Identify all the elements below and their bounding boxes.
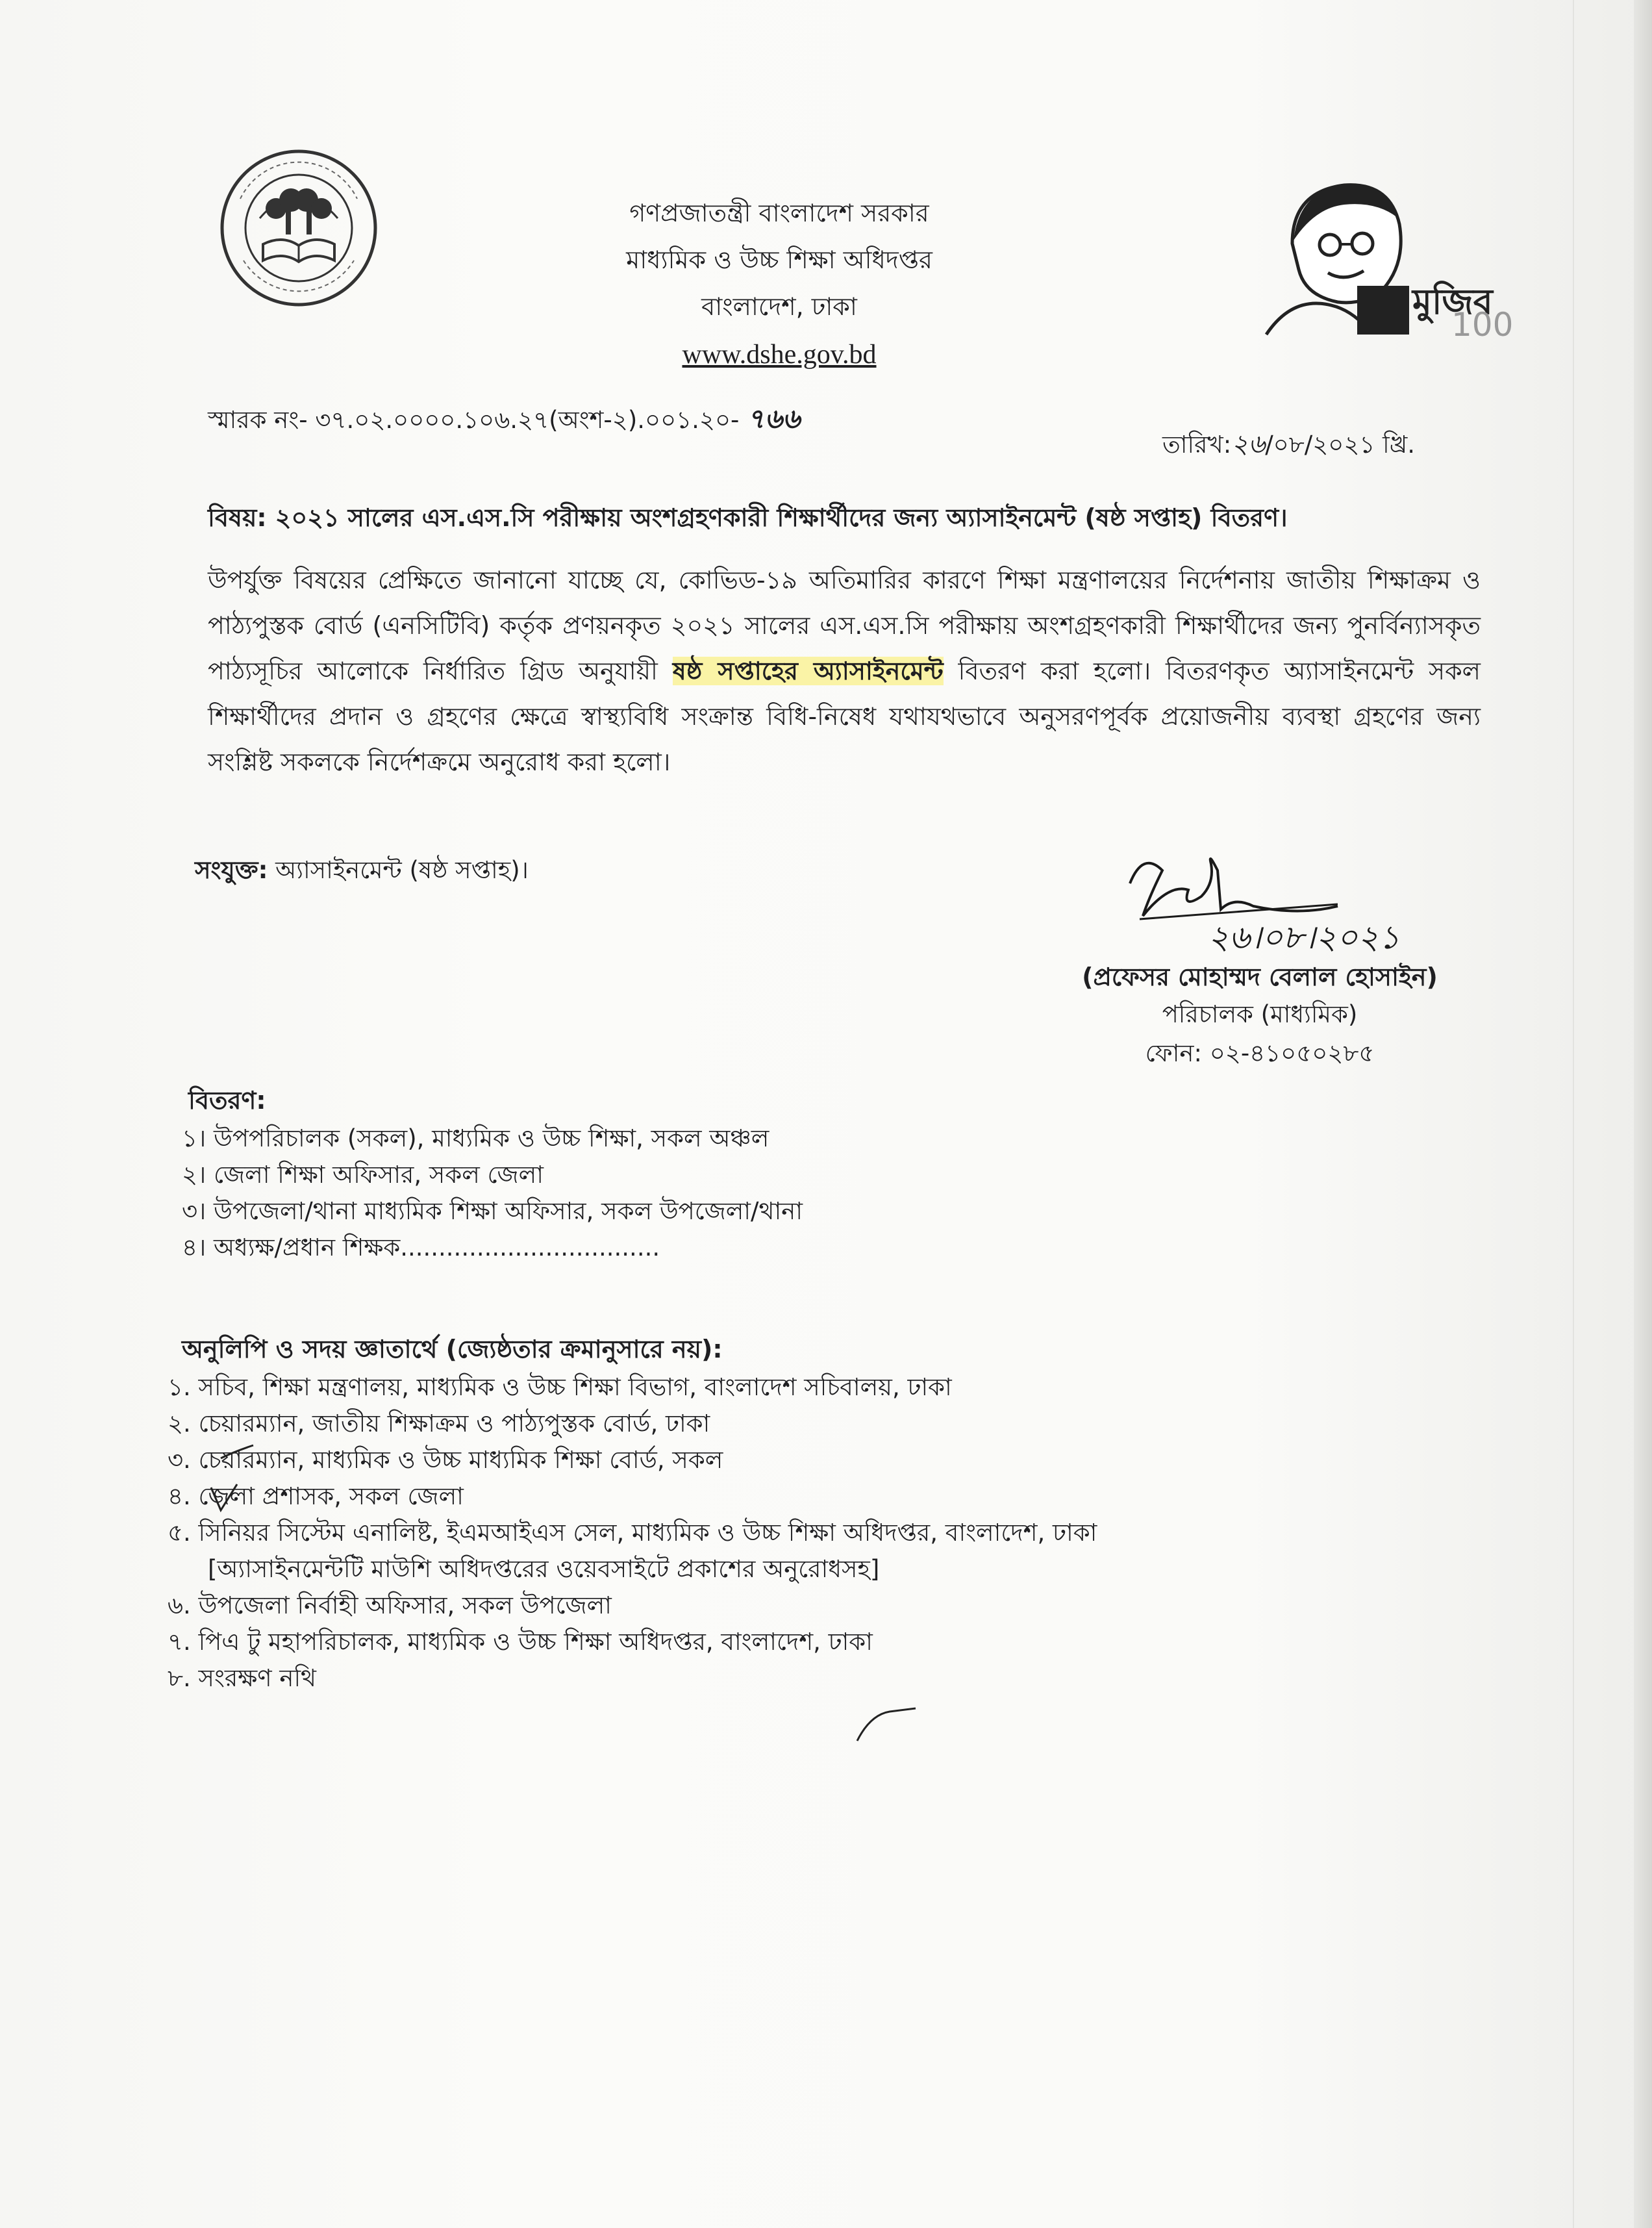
list-item-note: [অ্যাসাইনমেন্টটি মাউশি অধিদপ্তরের ওয়েবসাইটে প্রকাশের অনুরোধসহ] (208, 1555, 880, 1583)
highlighted-text: ষষ্ঠ সপ্তাহের অ্যাসাইনমেন্ট (672, 657, 944, 685)
list-item: ৪. জেলা প্রশাসক, সকল জেলা (168, 1482, 464, 1510)
mujib-logo-text: মুজিব (1412, 281, 1493, 322)
memo-label: স্মারক নং- ৩৭.০২.০০০০.১০৬.২৭(অংশ-২).০০১.২০- (208, 406, 747, 434)
office-header (584, 190, 974, 379)
body-part-1: উপর্যুক্ত বিষয়ের প্রেক্ষিতে জানানো যাচ্ছে যে, কোভিড-১৯ অতিমারির কারণে শিক্ষা মন্ত্রণালয়ের নির্দেশনায় জাতীয় শিক্ষাক্রম ও পাঠ্যপুস্তক বোর্ড (এনসিটিবি) কর্তৃক প্রণয়নকৃত ২০২১ সালের এস.এস.সি পরীক্ষায় অংশগ্রহণকারী শিক্ষার্থীদের জন্য পুনর্বিন্যাসকৃত পাঠ্যসূচির আলোকে নির্ধারিত গ্রিড অনুযায়ী (208, 566, 1481, 685)
list-item: ৭. পিএ টু মহাপরিচালক, মাধ্যমিক ও উচ্চ শিক্ষা অধিদপ্তর, বাংলাদেশ, ঢাকা (168, 1628, 873, 1656)
subject-line: বিষয়: ২০২১ সালের এস.এস.সি পরীক্ষায় অংশগ্রহণকারী শিক্ষার্থীদের জন্য অ্যাসাইনমেন্ট (ষষ্ঠ সপ্তাহ) বিতরণ। (208, 503, 1288, 532)
signatory-name: (প্রফেসর মোহাম্মদ বেলাল হোসাইন) (1082, 963, 1438, 991)
header-line-3: বাংলাদেশ, ঢাকা (701, 292, 857, 321)
attachment-line (195, 851, 529, 892)
list-item: ৪। অধ্যক্ষ/প্রধান শিক্ষক.................................. (182, 1234, 660, 1261)
memo-number (208, 398, 800, 444)
list-item: ৫. সিনিয়র সিস্টেম এনালিষ্ট, ইএমআইএস সেল, মাধ্যমিক ও উচ্চ শিক্ষা অধিদপ্তর, বাংলাদেশ, ঢাকা (168, 1519, 1097, 1547)
svg-text:100: 100 (1451, 306, 1514, 344)
list-item: ২। জেলা শিক্ষা অফিসার, সকল জেলা (182, 1161, 544, 1189)
date-label: তারিখ: (1162, 431, 1232, 459)
list-item: ১. সচিব, শিক্ষা মন্ত্রণালয়, মাধ্যমিক ও উচ্চ শিক্ষা বিভাগ, বাংলাদেশ সচিবালয়, ঢাকা (168, 1373, 952, 1401)
list-item: ৬. উপজেলা নির্বাহী অফিসার, সকল উপজেলা (168, 1591, 612, 1619)
signatory-title: পরিচালক (মাধ্যমিক) (1162, 1000, 1358, 1028)
date-rest: /০৮/২০২১ খ্রি. (1265, 431, 1416, 459)
header-line-1: গণপ্রজাতন্ত্রী বাংলাদেশ সরকার (629, 199, 929, 227)
list-item: ৩। উপজেলা/থানা মাধ্যমিক শিক্ষা অফিসার, সকল উপজেলা/থানা (182, 1197, 803, 1225)
list-item: ৩. চেয়ারম্যান, মাধ্যমিক ও উচ্চ মাধ্যমিক শিক্ষা বোর্ড, সকল (168, 1446, 723, 1474)
handwritten-signature (1104, 844, 1494, 961)
memo-date (1162, 424, 1415, 467)
distribution-list (182, 1120, 803, 1266)
copies-list (168, 1369, 1097, 1697)
list-item: ৮. সংরক্ষণ নথি (168, 1664, 316, 1692)
copies-heading: অনুলিপি ও সদয় জ্ঞাতার্থে (জ্যেষ্ঠতার ক্রমানুসারে নয়): (182, 1335, 723, 1363)
list-item: ১। উপপরিচালক (সকল), মাধ্যমিক ও উচ্চ শিক্ষা, সকল অঞ্চল (182, 1124, 770, 1152)
attachment-value: অ্যাসাইনমেন্ট (ষষ্ঠ সপ্তাহ)। (268, 856, 529, 884)
attachment-label: সংযুক্ত: (195, 856, 268, 884)
page-edge-shadow (1634, 0, 1652, 2228)
signature-date: ২৬।০৮।২০২১ (1208, 918, 1400, 956)
website-link[interactable]: www.dshe.gov.bd (682, 340, 877, 370)
mujib-100-logo-icon (1253, 166, 1514, 344)
body-part-2: বিতরণ করা হলো। বিতরণকৃত অ্যাসাইনমেন্ট সকল শিক্ষার্থীদের প্রদান ও গ্রহণের ক্ষেত্রে স্বাস্থ্যবিধি সংক্রান্ত বিধি-নিষেধ যথাযথভাবে অনুসরণপূর্বক প্রয়োজনীয় ব্যবস্থা গ্রহণের জন্য সংশ্লিষ্ট সকলকে নির্দেশক্রমে অনুরোধ করা হলো। (208, 657, 1481, 776)
memo-handwritten-number: ৭৬৬ (747, 403, 801, 435)
body-paragraph (208, 557, 1481, 785)
list-item: ২. চেয়ারম্যান, জাতীয় শিক্ষাক্রম ও পাঠ্যপুস্তক বোর্ড, ঢাকা (168, 1410, 710, 1437)
header-line-2: মাধ্যমিক ও উচ্চ শিক্ষা অধিদপ্তর (626, 246, 932, 274)
page-fold-line (1573, 0, 1574, 2228)
date-handwritten-day: ২৬ (1231, 429, 1266, 459)
signatory-phone: ফোন: ০২-৪১০৫০২৮৫ (1145, 1039, 1375, 1067)
distribution-heading: বিতরণ: (188, 1086, 266, 1115)
ministry-emblem-icon (214, 147, 383, 309)
